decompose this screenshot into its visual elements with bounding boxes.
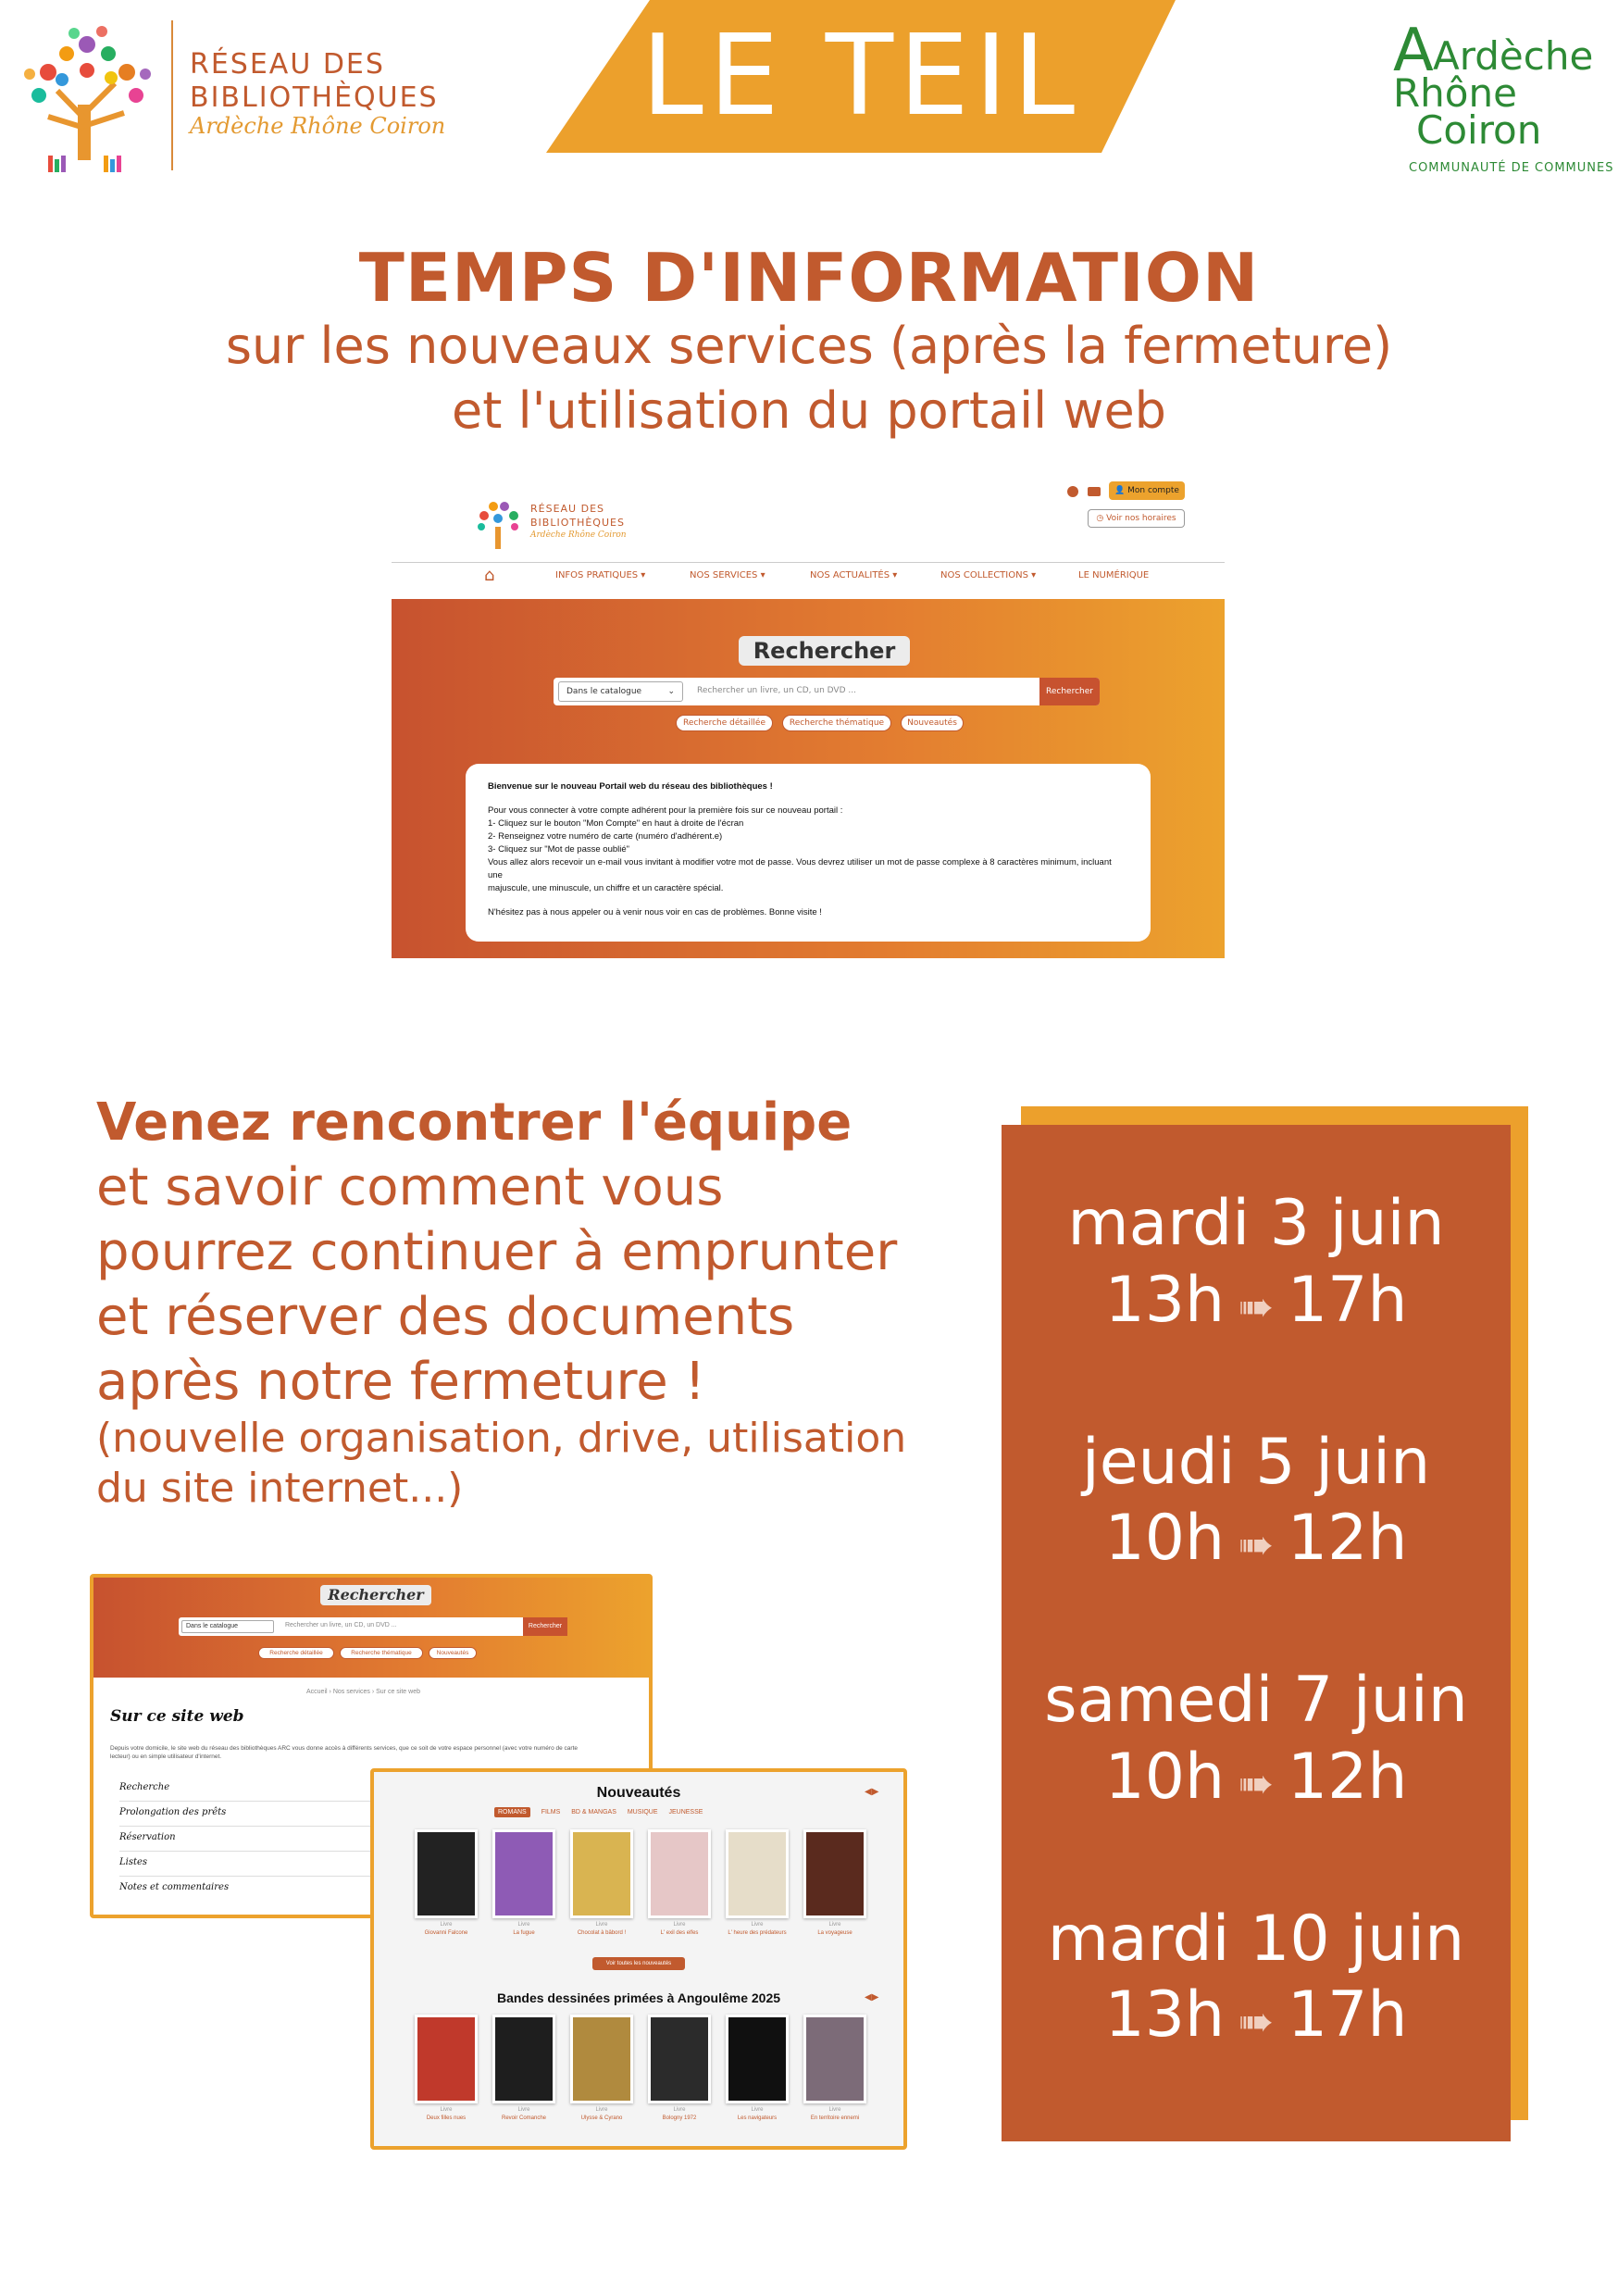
book-title[interactable]: L' heure des prédateurs bbox=[728, 1930, 787, 1936]
category-tabs bbox=[494, 1809, 703, 1816]
welcome-intro: Pour vous connecter à votre compte adhérent pour la première fois sur ce nouveau portail : bbox=[488, 805, 843, 816]
event-subtitle-2: et l'utilisation du portail web bbox=[452, 381, 1166, 440]
tab-jeunesse[interactable]: JEUNESSE bbox=[668, 1809, 703, 1816]
date-1-time bbox=[1002, 1264, 1511, 1337]
portal-logo-line1: RÉSEAU DES bbox=[530, 503, 605, 515]
invite-headline: Venez rencontrer l'équipe bbox=[96, 1092, 853, 1153]
bd-type: Livre bbox=[517, 2107, 530, 2113]
bd-title[interactable]: Bologny 1972 bbox=[662, 2115, 697, 2121]
see-all-new-button[interactable]: Voir toutes les nouveautés bbox=[592, 1957, 685, 1970]
user-icon: 👤 bbox=[1114, 486, 1128, 495]
event-title: TEMPS D'INFORMATION bbox=[358, 239, 1260, 317]
date-2-time bbox=[1002, 1502, 1511, 1575]
book-type: Livre bbox=[595, 1922, 608, 1928]
arrow-right-icon: ➠ bbox=[1225, 1281, 1288, 1331]
hours-button[interactable] bbox=[1088, 509, 1185, 528]
community-logo bbox=[1388, 17, 1614, 175]
book-type: Livre bbox=[440, 1922, 453, 1928]
date-3-start: 10h bbox=[1104, 1741, 1226, 1814]
tab-romans[interactable]: ROMANS bbox=[494, 1807, 530, 1817]
list-item[interactable]: Réservation bbox=[119, 1827, 638, 1852]
date-3-time bbox=[1002, 1741, 1511, 1814]
book-type: Livre bbox=[751, 1922, 764, 1928]
date-4-end: 17h bbox=[1287, 1978, 1408, 2052]
clock-icon: ◷ bbox=[1096, 514, 1107, 523]
breadcrumb-current: Sur ce site web bbox=[376, 1689, 420, 1695]
bd-title[interactable]: Revoir Comanche bbox=[501, 2115, 547, 2121]
invite-note-2: du site internet...) bbox=[96, 1465, 464, 1512]
book-cover[interactable] bbox=[803, 1829, 866, 1918]
list-item[interactable]: Recherche bbox=[119, 1777, 638, 1802]
network-name-script: Ardèche Rhône Coiron bbox=[190, 113, 446, 139]
community-logo-line2: Rhône bbox=[1393, 70, 1517, 116]
book-cover[interactable] bbox=[648, 1829, 711, 1918]
bd-title[interactable]: Deux filles nues bbox=[426, 2115, 467, 2121]
account-button[interactable] bbox=[1109, 481, 1185, 500]
site-services-desc bbox=[110, 1744, 629, 1761]
site-services-hero bbox=[93, 1578, 649, 1678]
site-pill-thematic[interactable]: Recherche thématique bbox=[340, 1647, 423, 1659]
site-pill-new[interactable]: Nouveautés bbox=[429, 1647, 477, 1659]
date-2-start: 10h bbox=[1104, 1502, 1226, 1575]
community-logo-line1: Ardèche bbox=[1433, 33, 1594, 79]
welcome-step-1: 1- Cliquez sur le bouton "Mon Compte" en haut à droite de l'écran bbox=[488, 818, 744, 829]
arrow-right-icon: ➠ bbox=[1225, 1519, 1288, 1569]
event-subtitle-1: sur les nouveaux services (après la fermeture) bbox=[225, 317, 1393, 375]
date-4-start: 13h bbox=[1104, 1978, 1226, 2052]
tab-bd-mangas[interactable]: BD & MANGAS bbox=[571, 1809, 616, 1816]
bd-heading: Bandes dessinées primées à Angoulême 2025 bbox=[496, 1990, 781, 2005]
date-1-start: 13h bbox=[1104, 1264, 1226, 1337]
breadcrumb-services[interactable]: Nos services bbox=[332, 1689, 370, 1695]
invite-line-4: après notre fermeture ! bbox=[96, 1352, 705, 1412]
site-services-desc-2: lecteur) ou en simple utilisateur d'internet. bbox=[110, 1753, 222, 1760]
new-items-heading: Nouveautés bbox=[596, 1785, 681, 1801]
list-item[interactable]: Prolongation des prêts bbox=[119, 1802, 638, 1827]
list-item[interactable]: Notes et commentaires bbox=[119, 1882, 230, 1892]
book-title[interactable]: L' exil des elfes bbox=[660, 1930, 699, 1936]
portal-logo-line2: BIBLIOTHÈQUES bbox=[530, 517, 625, 529]
portal-tree-logo bbox=[470, 495, 526, 555]
nav-item-infos[interactable]: INFOS PRATIQUES ▾ bbox=[555, 570, 646, 580]
site-search-input[interactable]: Rechercher un livre, un CD, un DVD ... bbox=[285, 1622, 397, 1628]
logo-divider bbox=[171, 20, 173, 170]
breadcrumb: Accueil › Nos services › Sur ce site web bbox=[306, 1689, 420, 1695]
bd-title[interactable]: Ulysse & Cyrano bbox=[580, 2115, 623, 2121]
book-cover[interactable] bbox=[492, 1829, 555, 1918]
new-items-screenshot bbox=[370, 1768, 907, 2150]
invite-line-2: pourrez continuer à emprunter bbox=[96, 1222, 898, 1282]
date-3-end: 12h bbox=[1287, 1741, 1408, 1814]
invite-line-1: et savoir comment vous bbox=[96, 1157, 724, 1217]
site-services-desc-1: Depuis votre domicile, le site web du réseau des bibliothèques ARC vous donne accès à différents services, que ce soit de votre espace personnel (avec votre numéro de carte bbox=[110, 1745, 578, 1752]
bd-type: Livre bbox=[595, 2107, 608, 2113]
network-name-line2: BIBLIOTHÈQUES bbox=[190, 81, 439, 114]
bd-title[interactable]: Les navigateurs bbox=[737, 2115, 778, 2121]
site-pill-detailed[interactable]: Recherche détaillée bbox=[258, 1647, 334, 1659]
library-tree-logo bbox=[11, 17, 168, 176]
carousel-arrows-icon[interactable]: ◀▶ bbox=[865, 1787, 879, 1797]
community-logo-subtitle: COMMUNAUTÉ DE COMMUNES bbox=[1409, 161, 1614, 175]
facebook-icon[interactable] bbox=[1067, 486, 1078, 497]
date-3-day: samedi 7 juin bbox=[1044, 1664, 1468, 1737]
invite-line-3: et réserver des documents bbox=[96, 1287, 795, 1347]
site-services-heading: Sur ce site web bbox=[110, 1707, 244, 1726]
bd-cover[interactable] bbox=[492, 2015, 555, 2103]
arrow-right-icon: ➠ bbox=[1225, 1996, 1288, 2046]
portal-header bbox=[392, 477, 1225, 565]
account-button-label: Mon compte bbox=[1127, 486, 1179, 495]
hours-button-label: Voir nos horaires bbox=[1106, 514, 1176, 523]
carousel-arrows-icon[interactable]: ◀▶ bbox=[865, 1992, 879, 2003]
bd-cover[interactable] bbox=[803, 2015, 866, 2103]
book-type: Livre bbox=[517, 1922, 530, 1928]
site-search-heading: Rechercher bbox=[320, 1585, 431, 1605]
new-items-pill[interactable]: Nouveautés bbox=[901, 715, 964, 731]
search-bar bbox=[554, 678, 1100, 705]
portal-screenshot bbox=[392, 477, 1225, 958]
portal-search-hero bbox=[392, 599, 1225, 958]
nav-item-numerique[interactable]: LE NUMÉRIQUE bbox=[1078, 570, 1150, 580]
search-scope-label: Dans le catalogue bbox=[566, 687, 642, 696]
bd-type: Livre bbox=[751, 2107, 764, 2113]
list-item[interactable]: Listes bbox=[119, 1852, 638, 1877]
welcome-card bbox=[466, 764, 1151, 942]
date-2-day: jeudi 5 juin bbox=[1081, 1426, 1431, 1499]
site-search-scope[interactable]: Dans le catalogue bbox=[181, 1620, 274, 1633]
welcome-info-1: Vous allez alors recevoir un e-mail vous invitant à modifier votre mot de passe. Vous devrez utiliser un mot de passe complexe à 8 caractères minimum, incluant une bbox=[488, 857, 1112, 880]
logo-letter-a: A bbox=[1393, 17, 1434, 85]
portal-logo-line3: Ardèche Rhône Coiron bbox=[530, 530, 627, 540]
book-title[interactable]: Giovanni Falcone bbox=[424, 1930, 468, 1936]
search-scope-select[interactable] bbox=[558, 681, 683, 702]
welcome-info-2: majuscule, une minuscule, un chiffre et un caractère spécial. bbox=[488, 883, 724, 893]
date-4-time bbox=[1002, 1978, 1511, 2052]
welcome-heading: Bienvenue sur le nouveau Portail web du réseau des bibliothèques ! bbox=[488, 781, 773, 792]
tab-films[interactable]: FILMS bbox=[541, 1809, 561, 1816]
bd-title[interactable]: En territoire ennemi bbox=[810, 2115, 860, 2121]
portal-nav bbox=[392, 562, 1225, 590]
welcome-step-3: 3- Cliquez sur "Mot de passe oublié" bbox=[488, 844, 630, 855]
chevron-down-icon: ⌄ bbox=[667, 687, 675, 696]
site-search-button[interactable]: Rechercher bbox=[523, 1617, 567, 1636]
search-button[interactable]: Rechercher bbox=[1039, 678, 1100, 705]
book-cover[interactable] bbox=[726, 1829, 789, 1918]
breadcrumb-home[interactable]: Accueil bbox=[306, 1689, 328, 1695]
nav-item-collections[interactable]: NOS COLLECTIONS ▾ bbox=[940, 570, 1037, 580]
search-heading: Rechercher bbox=[739, 636, 910, 666]
date-2-end: 12h bbox=[1287, 1502, 1408, 1575]
date-1-day: mardi 3 juin bbox=[1067, 1187, 1445, 1260]
advanced-search-pill[interactable]: Recherche détaillée bbox=[676, 715, 773, 731]
book-title[interactable]: Chocolat à bâbord ! bbox=[577, 1930, 627, 1936]
book-title[interactable]: La voyageuse bbox=[817, 1930, 853, 1936]
home-icon[interactable]: ⌂ bbox=[484, 566, 495, 585]
book-type: Livre bbox=[673, 1922, 686, 1928]
nav-item-services[interactable]: NOS SERVICES ▾ bbox=[690, 570, 765, 580]
site-search-bar bbox=[179, 1617, 567, 1636]
book-title[interactable]: La fugue bbox=[513, 1930, 535, 1936]
thematic-search-pill[interactable]: Recherche thématique bbox=[782, 715, 891, 731]
bd-type: Livre bbox=[673, 2107, 686, 2113]
nav-item-actualites[interactable]: NOS ACTUALITÉS ▾ bbox=[810, 570, 898, 580]
town-banner-title: LE TEIL bbox=[641, 12, 1081, 141]
youtube-icon[interactable] bbox=[1088, 487, 1101, 496]
bd-cover[interactable] bbox=[726, 2015, 789, 2103]
bd-cover[interactable] bbox=[648, 2015, 711, 2103]
network-name-line1: RÉSEAU DES bbox=[190, 48, 385, 81]
welcome-step-2: 2- Renseignez votre numéro de carte (numéro d'adhérent.e) bbox=[488, 831, 723, 842]
welcome-outro: N'hésitez pas à nous appeler ou à venir nous voir en cas de problèmes. Bonne visite ! bbox=[488, 907, 822, 917]
tab-musique[interactable]: MUSIQUE bbox=[627, 1809, 658, 1816]
book-type: Livre bbox=[828, 1922, 841, 1928]
bd-type: Livre bbox=[828, 2107, 841, 2113]
invite-note-1: (nouvelle organisation, drive, utilisation bbox=[96, 1415, 907, 1462]
bd-cover[interactable] bbox=[570, 2015, 633, 2103]
date-1-end: 17h bbox=[1287, 1264, 1408, 1337]
date-4-day: mardi 10 juin bbox=[1047, 1903, 1465, 1976]
community-logo-line3: Coiron bbox=[1416, 107, 1542, 153]
search-input[interactable]: Rechercher un livre, un CD, un DVD ... bbox=[697, 686, 856, 695]
book-cover[interactable] bbox=[570, 1829, 633, 1918]
bd-cover[interactable] bbox=[415, 2015, 478, 2103]
arrow-right-icon: ➠ bbox=[1225, 1758, 1288, 1808]
book-cover[interactable] bbox=[415, 1829, 478, 1918]
bd-type: Livre bbox=[440, 2107, 453, 2113]
